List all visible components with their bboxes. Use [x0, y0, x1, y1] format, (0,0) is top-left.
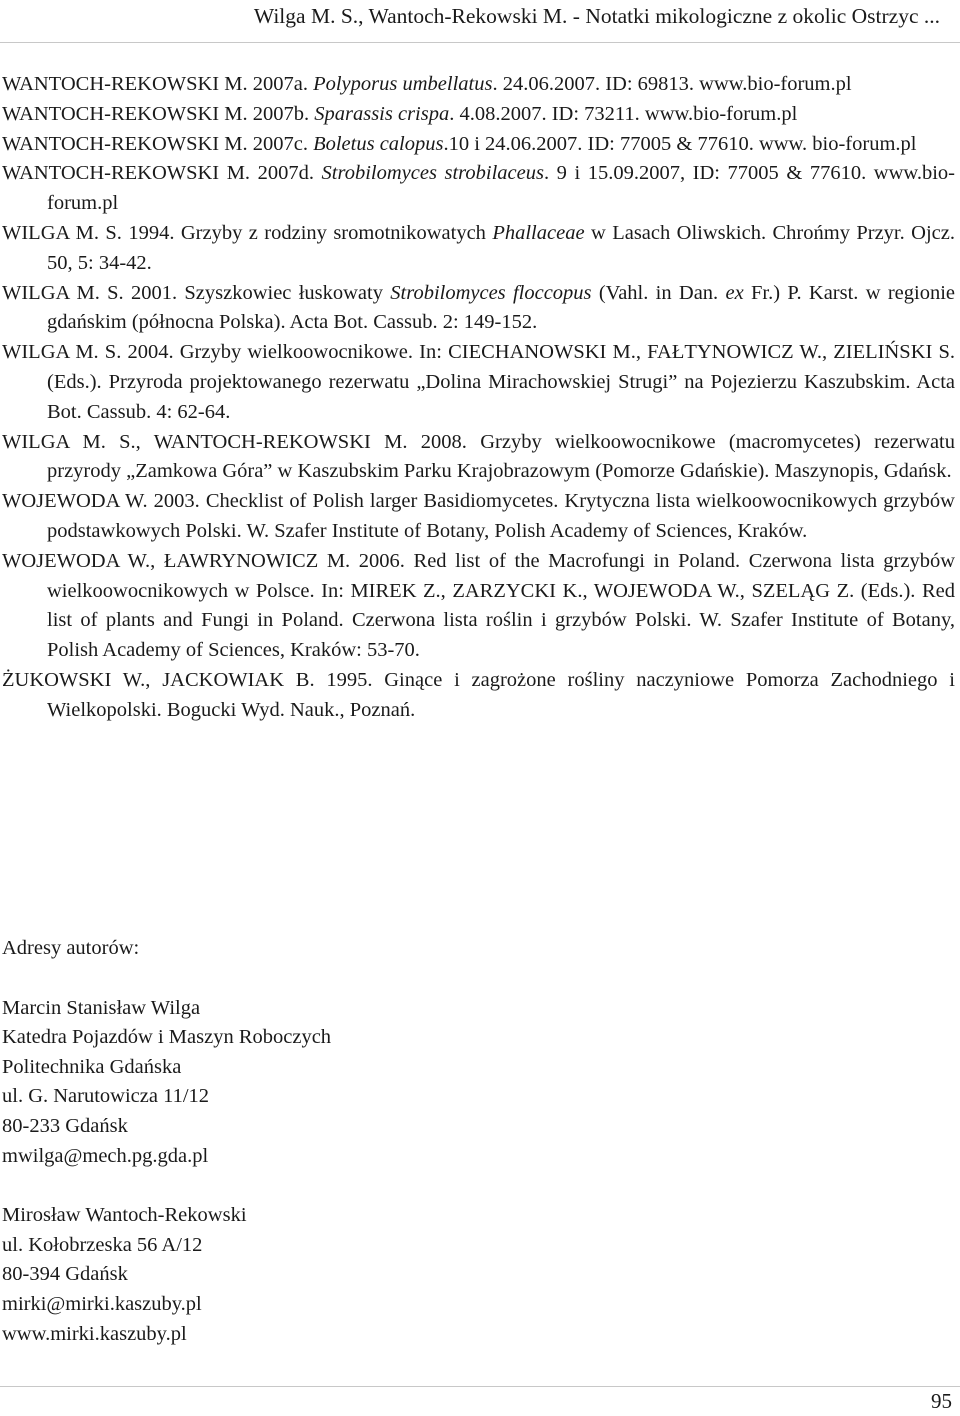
reference-entry	[2, 279, 955, 339]
reference-italic-text: Boletus calopus	[313, 132, 444, 155]
address-line: ul. G. Narutowicza 11/12	[2, 1085, 210, 1108]
reference-entry	[2, 100, 955, 130]
reference-text: . 9 i 15.09.2007, ID: 77005 & 77610. www.bio-forum.pl	[47, 162, 955, 215]
author-addresses	[2, 934, 702, 1379]
reference-text: WILGA M. S., WANTOCH-REKOWSKI M. 2008. Grzyby wielkoowocnikowe (macromycetes) rezerwatu przyrody „Zamkowa Góra” w Kaszubskim Parku Krajobrazowym (Pomorze Gdańskie). Maszynopis, Gdańsk.	[2, 430, 955, 483]
author-address-wilga	[2, 994, 702, 1172]
reference-text: WOJEWODA W. 2003. Checklist of Polish larger Basidiomycetes. Krytyczna lista wielkoowocnikowych grzybów podstawkowych Polski. W. Szafer Institute of Botany, Polish Academy of Sciences, Kraków.	[2, 490, 955, 542]
reference-list	[2, 70, 955, 726]
reference-text: WILGA M. S. 2001. Szyszkowiec łuskowaty	[2, 281, 391, 304]
reference-text: WANTOCH-REKOWSKI M. 2007c.	[2, 132, 314, 155]
address-line: Mirosław Wantoch-Rekowski	[2, 1204, 247, 1227]
reference-text: w Lasach Oliwskich. Chrońmy Przyr. Ojcz. 50, 5: 34-42.	[47, 221, 956, 274]
running-header	[0, 0, 960, 43]
reference-entry	[2, 70, 955, 100]
reference-text: WOJEWODA W., ŁAWRYNOWICZ M. 2006. Red list of the Macrofungi in Poland. Czerwona lista grzybów wielkoowocnikowych w Polsce. In: MIREK Z., ZARZYCKI K., WOJEWODA W., SZELĄG Z. (Eds.). Red list of plants and Fungi in Poland. Czerwona lista roślin i grzybów Polski. W. Szafer Institute of Botany, Polish Academy of Sciences, Kraków: 53-70.	[2, 549, 955, 662]
page-number: 95	[931, 1389, 952, 1413]
reference-italic-text: Sparassis crispa	[314, 102, 450, 125]
reference-text: .10 i 24.06.2007. ID: 77005 & 77610. www. bio-forum.pl	[443, 132, 917, 155]
address-line: Politechnika Gdańska	[2, 1055, 182, 1078]
reference-text: WILGA M. S. 1994. Grzyby z rodziny sromotnikowatych	[2, 221, 493, 244]
reference-text: WANTOCH-REKOWSKI M. 2007b.	[2, 102, 315, 125]
reference-text: . 24.06.2007. ID: 69813. www.bio-forum.pl	[492, 73, 852, 95]
reference-entry	[2, 130, 955, 160]
reference-text: WILGA M. S. 2004. Grzyby wielkoowocnikowe. In: CIECHANOWSKI M., FAŁTYNOWICZ W., ZIELIŃSKI S. (Eds.). Przyroda projektowanego rezerwatu „Dolina Mirachowskiej Strugi” na Pojezierzu Kaszubskim. Acta Bot. Cassub. 4: 62-64.	[2, 341, 955, 423]
reference-text: WANTOCH-REKOWSKI M. 2007a.	[2, 73, 314, 95]
reference-entry	[2, 219, 955, 279]
reference-italic-text: ex	[725, 281, 744, 304]
address-line: www.mirki.kaszuby.pl	[2, 1322, 187, 1345]
reference-italic-text: Strobilomyces strobilaceus	[321, 162, 544, 185]
address-line: ul. Kołobrzeska 56 A/12	[2, 1233, 203, 1256]
reference-text: . 4.08.2007. ID: 73211. www.bio-forum.pl	[449, 102, 798, 125]
reference-entry	[2, 487, 955, 547]
address-line: mwilga@mech.pg.gda.pl	[2, 1144, 209, 1167]
reference-text: Fr.) P. Karst. w regionie gdańskim (północna Polska). Acta Bot. Cassub. 2: 149-152.	[47, 281, 955, 334]
reference-text: (Vahl. in Dan.	[591, 281, 726, 304]
running-title: Wilga M. S., Wantoch-Rekowski M. - Notatki mikologiczne z okolic Ostrzyc ...	[253, 4, 940, 28]
reference-entry	[2, 338, 955, 427]
footer-rule	[0, 1386, 960, 1387]
reference-entry	[2, 666, 955, 726]
reference-text: ŻUKOWSKI W., JACKOWIAK B. 1995. Ginące i zagrożone rośliny naczyniowe Pomorza Zachodniego i Wielkopolski. Bogucki Wyd. Nauk., Poznań.	[2, 668, 955, 721]
address-line: mirki@mirki.kaszuby.pl	[2, 1292, 202, 1315]
reference-entry	[2, 428, 955, 488]
reference-italic-text: Strobilomyces floccopus	[390, 281, 592, 304]
reference-italic-text: Phallaceae	[492, 221, 585, 244]
address-line: 80-233 Gdańsk	[2, 1114, 128, 1137]
reference-text: WANTOCH-REKOWSKI M. 2007d.	[2, 162, 322, 185]
address-line: Katedra Pojazdów i Maszyn Roboczych	[2, 1026, 332, 1049]
address-line: Marcin Stanisław Wilga	[2, 996, 201, 1019]
author-address-wantoch-rekowski	[2, 1201, 702, 1349]
reference-entry	[2, 159, 955, 219]
addresses-heading: Adresy autorów:	[2, 937, 140, 959]
reference-entry	[2, 547, 955, 666]
address-line: 80-394 Gdańsk	[2, 1263, 128, 1286]
reference-italic-text: Polyporus umbellatus	[313, 73, 493, 95]
